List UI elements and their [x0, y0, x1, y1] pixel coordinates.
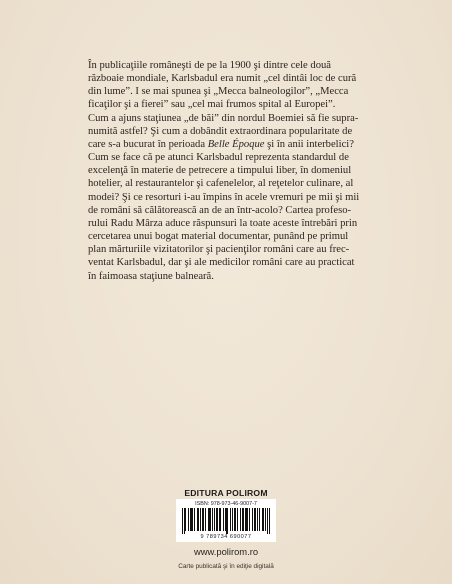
- isbn-barcode: [176, 499, 276, 542]
- barcode-digits: 9 789734 690077: [200, 534, 252, 540]
- blurb-line: plan mărturiile vizitatorilor şi pacienţilor români care au frec-: [88, 244, 350, 256]
- blurb-line: cercetarea unui bogat material documentar, punând pe primul: [88, 231, 349, 243]
- blurb-line: din lume”. I se mai spunea şi „Mecca balneologilor”, „Mecca: [88, 86, 349, 98]
- barcode-bars-icon: [182, 508, 270, 534]
- isbn-label: ISBN: 978-973-46-9007-7: [195, 501, 257, 507]
- blurb-line: în faimoasa staţiune balneară.: [88, 270, 214, 282]
- blurb-line: Cum se face că pe atunci Karlsbadul reprezenta standardul de: [88, 152, 349, 164]
- blurb-line: războaie mondiale, Karlsbadul era numit „cel dintâi loc de cură: [88, 73, 357, 85]
- blurb-line: ventat Karlsbadul, dar şi ale medicilor români care au practicat: [88, 257, 355, 269]
- blurb-line: rului Radu Mârza aduce răspunsuri la toate aceste întrebări prin: [88, 217, 358, 229]
- blurb-line: numită astfel? Şi cum a dobândit extraordinara popularitate de: [88, 125, 353, 137]
- blurb-italic-term: Belle Époque: [207, 138, 265, 150]
- blurb-line: modei? Şi ce resorturi i-au împins în acele vremuri pe mii şi mii: [88, 191, 360, 203]
- blurb-line: de români să călătorească an de an într-acolo? Cartea profeso-: [88, 204, 352, 216]
- blurb-line: hotelier, al restaurantelor şi cafenelelor, al reţetelor culinare, al: [88, 178, 354, 190]
- blurb-line: În publicaţiile româneşti de pe la 1900 şi dintre cele două: [88, 60, 331, 71]
- digital-edition-note: Carte publicată şi în ediţie digitală: [178, 563, 274, 570]
- blurb-line: care s-a bucurat în perioada: [88, 138, 208, 150]
- publisher-website: www.polirom.ro: [193, 546, 259, 557]
- blurb-line: excelenţă în materie de petrecere a timpului liber, în domeniul: [88, 165, 352, 177]
- blurb-line: ficaţilor şi a fierei” sau „cel mai frumos spital al Europei”.: [88, 99, 336, 111]
- blurb-text: [88, 59, 364, 283]
- publisher-name: EDITURA POLIROM: [184, 488, 268, 498]
- blurb-line: Cum a ajuns staţiunea „de băi” din nordul Boemiei să fie supra-: [88, 112, 359, 124]
- blurb-line: şi în anii interbelici?: [264, 138, 354, 150]
